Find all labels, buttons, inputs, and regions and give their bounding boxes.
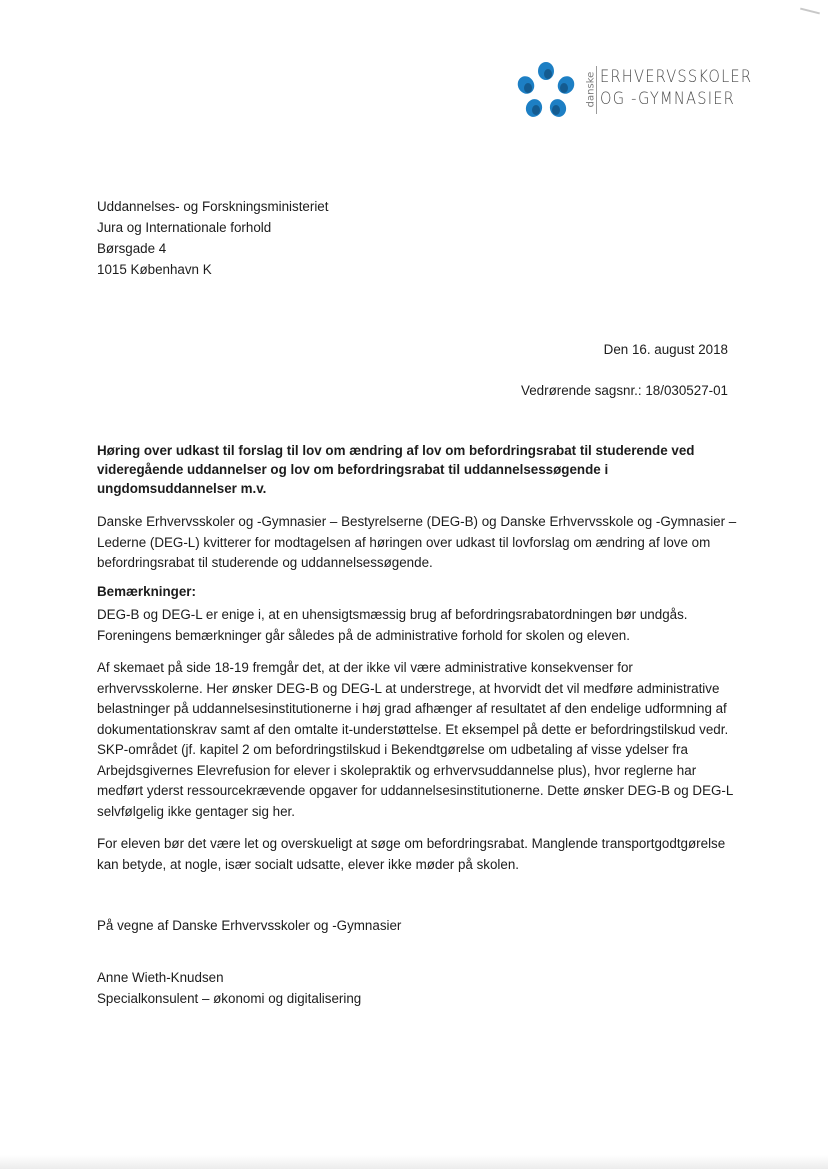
signer-title: Specialkonsulent – økonomi og digitalisering <box>97 991 362 1006</box>
scan-mark <box>800 8 820 15</box>
paragraph-student: For eleven bør det være let og overskueligt at søge om befordringsrabat. Manglende transportgodtgørelse kan betyde, at nogle, især socialt udsatte, elever ikke møder på skolen. <box>97 836 726 872</box>
logo-line-2: OG -GYMNASIER <box>600 89 736 109</box>
recipient-line: Jura og Internationale forhold <box>97 220 272 235</box>
paragraph-intro: Danske Erhvervsskoler og -Gymnasier – Bestyrelserne (DEG-B) og Danske Erhvervsskole og -Gymnasier – Lederne (DEG-L) kvitterer for modtagelsen af høringen over udkast til lovforslag om ændring af love om befordringsrabat til studerende og uddannelsessøgende. <box>97 514 737 570</box>
remarks-heading: Bemærkninger: <box>97 584 196 599</box>
paragraph-administrative: Af skemaet på side 18-19 fremgår det, at der ikke vil være administrative konsekvenser for erhvervsskolerne. Her ønsker DEG-B og DEG-L at understrege, at hvorvidt det vil medføre administrative belastninger på uddannelsesinstitutionerne i høj grad afhænger af resultatet af den endelige udformning af dokumentationskrav samt af den omtalte it-understøttelse. Et eksempel på dette er befordringstilskud vedr. SKP-området (jf. kapitel 2 om befordringstilskud i Bekendtgørelse om udbetaling af visse ydelser fra Arbejdsgivernes Elevrefusion for elever i skolepraktik og erhvervsuddannelse plus), hvor reglerne har medført yderst ressourcekrævende opgaver for uddannelsesinstitutionerne. Dette ønsker DEG-B og DEG-L selvfølgelig ikke gentager sig her. <box>97 660 733 819</box>
signer-name: Anne Wieth-Knudsen <box>97 970 224 985</box>
closing-line: På vegne af Danske Erhvervsskoler og -Gymnasier <box>97 918 402 933</box>
recipient-line: Uddannelses- og Forskningsministeriet <box>97 199 329 214</box>
scan-bottom-edge <box>0 1155 828 1169</box>
paragraph-remarks: DEG-B og DEG-L er enige i, at en uhensigtsmæssig brug af befordringsrabatordningen bør undgås. Foreningens bemærkninger går således på de administrative forhold for skolen og eleven. <box>97 607 688 643</box>
subject-heading: Høring over udkast til forslag til lov om ændring af lov om befordringsrabat til studerende ved videregående uddannelser og lov om befordringsrabat til uddannelsessøgende i ungdomsuddannelser m.v. <box>97 443 695 496</box>
logo-danske-text: danske <box>585 71 597 108</box>
recipient-address <box>97 196 328 280</box>
five-petal-logo-icon <box>514 60 578 120</box>
recipient-line: Børsgade 4 <box>97 241 167 256</box>
letter-date: Den 16. august 2018 <box>603 342 728 357</box>
letterhead-logo <box>514 60 754 120</box>
case-number: Vedrørende sagsnr.: 18/030527-01 <box>521 383 728 398</box>
logo-divider <box>596 66 597 114</box>
recipient-line: 1015 København K <box>97 262 212 277</box>
logo-line-1: ERHVERVSSKOLER <box>600 67 753 87</box>
